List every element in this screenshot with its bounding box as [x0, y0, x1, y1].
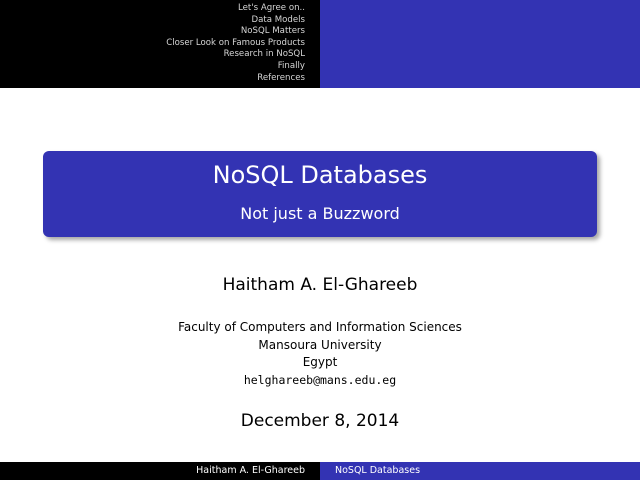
- presentation-subtitle: Not just a Buzzword: [240, 204, 400, 223]
- nav-section-lets-agree[interactable]: Let's Agree on..: [237, 3, 305, 13]
- author-name: Haitham A. El-Ghareeb: [222, 275, 418, 295]
- institute-country: Egypt: [302, 355, 338, 369]
- nav-section-research[interactable]: Research in NoSQL: [223, 49, 305, 60]
- footer-author: Haitham A. El-Ghareeb: [0, 462, 320, 480]
- nav-section-references[interactable]: References: [257, 72, 305, 83]
- institute-university: Mansoura University: [258, 337, 382, 352]
- presentation-title: NoSQL Databases: [212, 161, 428, 189]
- nav-section-data-models[interactable]: Data Models: [251, 14, 305, 25]
- nav-section-nosql-matters[interactable]: NoSQL Matters: [240, 26, 305, 37]
- author-email: helghareeb@mans.edu.eg: [243, 372, 397, 387]
- nav-section-finally[interactable]: Finally: [277, 60, 305, 71]
- institute-block: [0, 319, 640, 389]
- footer-short-title: NoSQL Databases: [320, 462, 640, 480]
- institute-faculty: Faculty of Computers and Information Sciences: [178, 320, 462, 334]
- presentation-date: December 8, 2014: [240, 411, 400, 431]
- footline-bar: [0, 462, 640, 480]
- headline-blue-panel: [320, 0, 640, 88]
- nav-section-famous-products[interactable]: Closer Look on Famous Products: [166, 37, 305, 48]
- headline-bar: [0, 0, 640, 88]
- section-navigation: [0, 0, 320, 88]
